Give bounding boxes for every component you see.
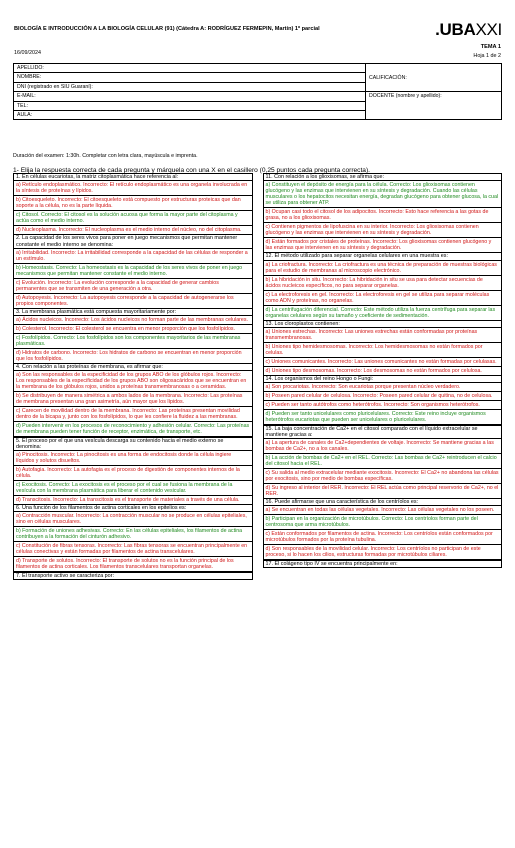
question-block (263, 252, 503, 320)
student-info-table (13, 63, 502, 120)
question-text: 15. La baja concentración de Ca2+ en el citosol comparado con el líquido extracelular se mantiene gracias a: (265, 425, 478, 438)
question-block (13, 504, 253, 572)
question-text: 16. Puede afirmarse que una característica de los centríolos es: (265, 499, 419, 506)
answer-option-incorrect[interactable]: a) Ácidos nucleicos. Incorrecto: Los ácidos nucleicos no forman parte de las membranas celulares. (14, 315, 252, 324)
hoja-label: Hoja 1 de 2 (473, 53, 501, 59)
answer-option-incorrect[interactable]: a) Son procariotas. Incorrecto: Son eucariotas porque presentan núcleo verdadero. (264, 382, 502, 391)
question-block (263, 375, 503, 425)
question-block (13, 572, 253, 580)
field-aula[interactable]: AULA: (14, 110, 366, 119)
question-block (263, 560, 503, 568)
answer-option-incorrect[interactable]: c) Su salida al medio extracelular mediante exocitosis. Incorrecto: El Ca2+ no abandona las células por exocitosis, sino por medio de bombas específicas. (264, 468, 502, 483)
answer-option-incorrect[interactable]: d) Autopoyesis. Incorrecto: La autopoyesis corresponde a la capacidad de autogenerarse los propios componentes. (14, 293, 252, 308)
field-nombre[interactable]: NOMBRE: (14, 73, 366, 82)
answer-option-correct[interactable]: b) La acción de bombas de Ca2+ en el REL. Correcto: Las bombas de Ca2+ reintroducen el calcio del citosol hacia el REL. (264, 453, 502, 468)
answer-option-incorrect[interactable]: d) Transporte de solutos. Incorrecto: El transporte de solutos no es la función principal de los filamentos de actina corticales. Los filamentos transcelulares transportan organelas. (14, 556, 252, 571)
question-block (263, 173, 503, 253)
question-block (13, 363, 253, 437)
field-dni[interactable]: DNI (registrado en SIU Guaraní): (14, 82, 366, 91)
uba-logo-text: .UBA (435, 20, 476, 39)
answer-option-correct[interactable]: c) Citosol. Correcto: El citosol es la solución acuosa que forma la mayor parte del citoplasma y actúa como el medio interno. (14, 210, 252, 225)
answer-option-incorrect[interactable]: a) Uniones estrechas. Incorrecto: Las uniones estrechas están conformadas por proteínas transmembranosas. (264, 327, 502, 342)
field-calificacion[interactable] (366, 64, 502, 92)
answer-option-correct[interactable]: d) La centrifugación diferencial. Correcto: Este método utiliza la fuerza centrífuga para separar las organelas celulares según su tamaño y coeficiente de sedimentación. (264, 305, 502, 320)
question-text: 13. Los cloroplastos contienen: (265, 320, 340, 327)
question-text: 4. Con relación a las proteínas de membrana, es afirmar que: (16, 364, 163, 371)
answer-option-correct[interactable]: d) Pueden intervenir en los procesos de reconocimiento y adhesión celular. Correcto: Las proteínas de membrana pueden tener función de receptor, enzimática, de transporte, etc. (14, 421, 252, 436)
question-text: 7. El transporte activo se caracteriza por: (16, 572, 114, 579)
answer-option-correct[interactable]: b) Participan en la organización de microtúbulos. Correcto: Los centríolos forman parte del centrosoma que arma microtúbulos. (264, 514, 502, 529)
question-text: 3. La membrana plasmática está compuesta mayoritariamente por: (16, 308, 176, 315)
exam-title: BIOLOGÍA E INTRODUCCIÓN A LA BIOLOGÍA CELULAR (91) (Cátedra A: RODRÍGUEZ FERMEPIN, Martín) 1º parcial (14, 26, 320, 32)
question-text: 14. Los organismos del reino Hongo o Fungi: (265, 376, 374, 383)
answer-option-incorrect[interactable]: b) Colesterol. Incorrecto: El colesterol se encuentra en menor proporción que los fosfolípidos. (14, 324, 252, 333)
question-block (263, 425, 503, 499)
answer-option-incorrect[interactable]: c) Están conformados por filamentos de actina. Incorrecto: Los centríolos están conformados por microtúbulos formados por la proteína tubulina. (264, 529, 502, 544)
exam-date: 16/09/2024 (14, 50, 41, 56)
questions-left-column (13, 173, 253, 841)
answer-option-incorrect[interactable]: c) Constitución de fibras tensoras. Incorrecto: Las fibras tensoras se encuentran principalmente en células conectivas y están formadas por filamentos de actina transcelulares. (14, 541, 252, 556)
answer-option-incorrect[interactable]: a) Contracción muscular. Incorrecto: La contracción muscular no se produce en células epiteliales, sino en células musculares. (14, 511, 252, 526)
question-text: 1. En células eucariotas, la matriz citoplasmática hace referencia al: (16, 174, 179, 180)
answer-option-incorrect[interactable]: c) Pueden ser tanto autótrofos como heterótrofos. Incorrecto: Son organismos heterótrofos. (264, 400, 502, 409)
field-tel[interactable]: TEL: (14, 101, 366, 110)
question-block (263, 320, 503, 376)
question-block (13, 437, 253, 505)
answer-option-incorrect[interactable]: b) Se distribuyen de manera simétrica a ambos lados de la membrana. Incorrecto: Las proteínas de membrana presentan una gran asimetría, aún mayor que los lípidos. (14, 391, 252, 406)
questions-grid (13, 173, 502, 841)
answer-option-incorrect[interactable]: c) Uniones comunicantes. Incorrecto: Las uniones comunicantes no están formadas por celulasas. (264, 357, 502, 366)
field-apellido[interactable]: APELLIDO: (14, 64, 366, 73)
answer-option-incorrect[interactable]: d) Están formados por cristales de proteínas. Incorrecto: Los glioxisomas contienen glucógeno y las enzimas que intervienen en su síntesis y degradación. (264, 237, 502, 252)
answer-option-correct[interactable]: c) Exocitosis. Correcto: La exocitosis es el proceso por el cual se fusiona la membrana de la vesícula con la membrana plasmática para liberar el contenido vesicular. (14, 480, 252, 495)
answer-option-incorrect[interactable]: b) Ocupan casi todo el citosol de los adipocitos. Incorrecto: Esto hace referencia a las gotas de grasa, no a los glioxisomas. (264, 207, 502, 222)
question-block (13, 234, 253, 308)
question-text: 6. Una función de los filamentos de actina corticales en los epitelios es: (16, 505, 187, 512)
question-text: 17. El colágeno tipo IV se encuentra principalmente en: (265, 560, 398, 567)
questions-right-column (263, 173, 503, 841)
field-docente[interactable] (366, 92, 502, 120)
question-block (13, 173, 253, 235)
question-text: 2. La capacidad de los seres vivos para poner en juego mecanismos que permitan mantener constante el medio interno se denomina: (16, 235, 238, 248)
question-text: 12. El método utilizado para separar organelas celulares en una muestra es: (265, 253, 448, 260)
answer-option-correct[interactable]: d) Pueden ser tanto unicelulares como pluricelulares. Correcto: Este reino incluye organismos heterótrofos eucariotas que pueden ser unicelulares o pluricelulares. (264, 409, 502, 424)
answer-option-incorrect[interactable]: c) Contienen pigmentos de lipofuscina en su interior. Incorrecto: Los glioxisomas contienen glucógeno y las enzimas que intervienen en su síntesis y degradación. (264, 222, 502, 237)
answer-option-incorrect[interactable]: a) Irritabilidad. Incorrecto: La irritabilidad corresponde a la capacidad de las células de responder a un estímulo. (14, 248, 252, 263)
answer-option-incorrect[interactable]: a) Pinocitosis. Incorrecto: La pinocitosis es una forma de endocitosis donde la célula ingiere líquidos y solutos disueltos. (14, 450, 252, 465)
answer-option-incorrect[interactable]: a) La criofractura. Incorrecto: La criofractura es una técnica de preparación de muestras biológicas para el estudio de membranas al microscopio electrónico. (264, 260, 502, 275)
uba-logo (435, 20, 502, 40)
question-block (13, 308, 253, 364)
answer-option-correct[interactable]: a) Constituyen el depósito de energía para la célula. Correcto: Los glioxisomas contienen glucógeno y las enzimas que intervienen en su síntesis y degradación. Cuando las células musculares o los hepatocitos necesitan energía, degradan glucógeno para obtener glucosa, la cual se utiliza para obtener ATP. (264, 180, 502, 207)
uba-logo-suffix: XXI (475, 20, 502, 39)
answer-option-incorrect[interactable]: a) Son las responsables de la especificidad de los grupos ABO de los glóbulos rojos. Incorrecto: Los responsables de la especificidad de los grupos ABO son oligosacáridos que se encuentran en la membrana de los glóbulos rojos, unidos a proteínas transmembranosas o a ceramidas. (14, 370, 252, 391)
answer-option-incorrect[interactable]: b) La hibridación in situ. Incorrecto: La hibridación in situ se usa para detectar secuencias de ácidos nucleicos específicos, no para separar organelas. (264, 275, 502, 290)
tema-label: TEMA 1 (480, 44, 501, 50)
answer-option-incorrect[interactable]: c) Evolución. Incorrecto: La evolución corresponde a la capacidad de generar cambios permanentes que se transmiten de una generación a otra. (14, 278, 252, 293)
answer-option-incorrect[interactable]: d) Son responsables de la movilidad celular. Incorrecto: Los centríolos no participan de este proceso, si lo hacen los cilios, estructuras formadas por microtúbulos ciliares. (264, 544, 502, 559)
field-email[interactable]: E-MAIL: (14, 92, 366, 101)
answer-option-incorrect[interactable]: d) Uniones tipo desmosomas. Incorrecto: Los desmosomas no están formados por celulosa. (264, 366, 502, 375)
answer-option-incorrect[interactable]: a) Retículo endoplasmático. Incorrecto: El retículo endoplasmático es una organela involucrada en la síntesis de proteínas y lípidos. (14, 180, 252, 195)
exam-duration: Duración del examen: 1:30h. Completar con letra clara, mayúscula e imprenta. (13, 153, 198, 159)
answer-option-incorrect[interactable]: d) Su ingreso al interior del RER. Incorrecto: El REL actúa como principal reservorio de Ca2+, no el RER. (264, 483, 502, 498)
question-text: 5. El proceso por el que una vesícula descarga su contenido hacia el medio externo se denomina: (16, 437, 224, 450)
instructions: 1- Elija la respuesta correcta de cada pregunta y márquela con una X en el casillero (0,25 puntos cada pregunta correcta). (13, 167, 371, 174)
answer-option-incorrect[interactable]: a) Se encuentran en todas las células vegetales. Incorrecto: Las células vegetales no los poseen. (264, 505, 502, 514)
answer-option-incorrect[interactable]: a) La apertura de canales de Ca2+dependientes de voltaje. Incorrecto: Se mantiene gracias a las bombas de Ca2+, no a los canales. (264, 438, 502, 453)
answer-option-incorrect[interactable]: b) Poseen pared celular de celulosa. Incorrecto: Poseen pared celular de quitina, no de celulosa. (264, 391, 502, 400)
answer-option-incorrect[interactable]: b) Autofagia. Incorrecto: La autofagia es el proceso de digestión de componentes internos de la célula. (14, 465, 252, 480)
answer-option-incorrect[interactable]: d) Transcitosis. Incorrecto: La transcitosis es el transporte de materiales a través de una célula. (14, 495, 252, 504)
answer-option-incorrect[interactable]: d) Hidratos de carbono. Incorrecto: Los hidratos de carbono se encuentran en menor proporción que los fosfolípidos. (14, 348, 252, 363)
question-block (263, 498, 503, 560)
answer-option-incorrect[interactable]: d) Nucleoplasma. Incorrecto: El nucleoplasma es el medio interno del núcleo, no del citoplasma. (14, 225, 252, 234)
answer-option-correct[interactable]: c) Fosfolípidos. Correcto: Los fosfolípidos son los componentes mayoritarios de las membranas plasmáticas. (14, 333, 252, 348)
answer-option-incorrect[interactable]: b) Uniones tipo hemidesmosomas. Incorrecto: Los hemidesmosomas no están formados por celulas. (264, 342, 502, 357)
answer-option-correct[interactable]: b) Homeostasis. Correcto: La homeostasis es la capacidad de los seres vivos de poner en juego mecanismos que permitan mantener constante el medio interno. (14, 263, 252, 278)
docente-label: DOCENTE (nombre y apellido): (369, 93, 442, 100)
calificacion-label: CALIFICACIÓN: (369, 74, 407, 81)
question-text: 11. Con relación a los glioxisomas, se afirma que: (265, 174, 385, 180)
answer-option-incorrect[interactable]: c) La electroforesis en gel. Incorrecto: La electroforesis en gel se utiliza para separar moléculas como ADN y proteínas, no organelas. (264, 290, 502, 305)
answer-option-correct[interactable]: b) Formación de uniones adhesivas. Correcto: En las células epiteliales, los filamentos de actina contribuyen a la formación del cinturón adhesivo. (14, 526, 252, 541)
answer-option-incorrect[interactable]: b) Citoesqueleto. Incorrecto: El citoesqueleto está compuesto por estructuras proteicas que dan soporte a la célula, no es la parte líquida. (14, 195, 252, 210)
answer-option-incorrect[interactable]: c) Carecen de movilidad dentro de la membrana. Incorrecto: Las proteínas presentan movilidad dentro de la bicapa y, junto con los fosfolípidos, lo que les confiere la fluidez a las membranas. (14, 406, 252, 421)
